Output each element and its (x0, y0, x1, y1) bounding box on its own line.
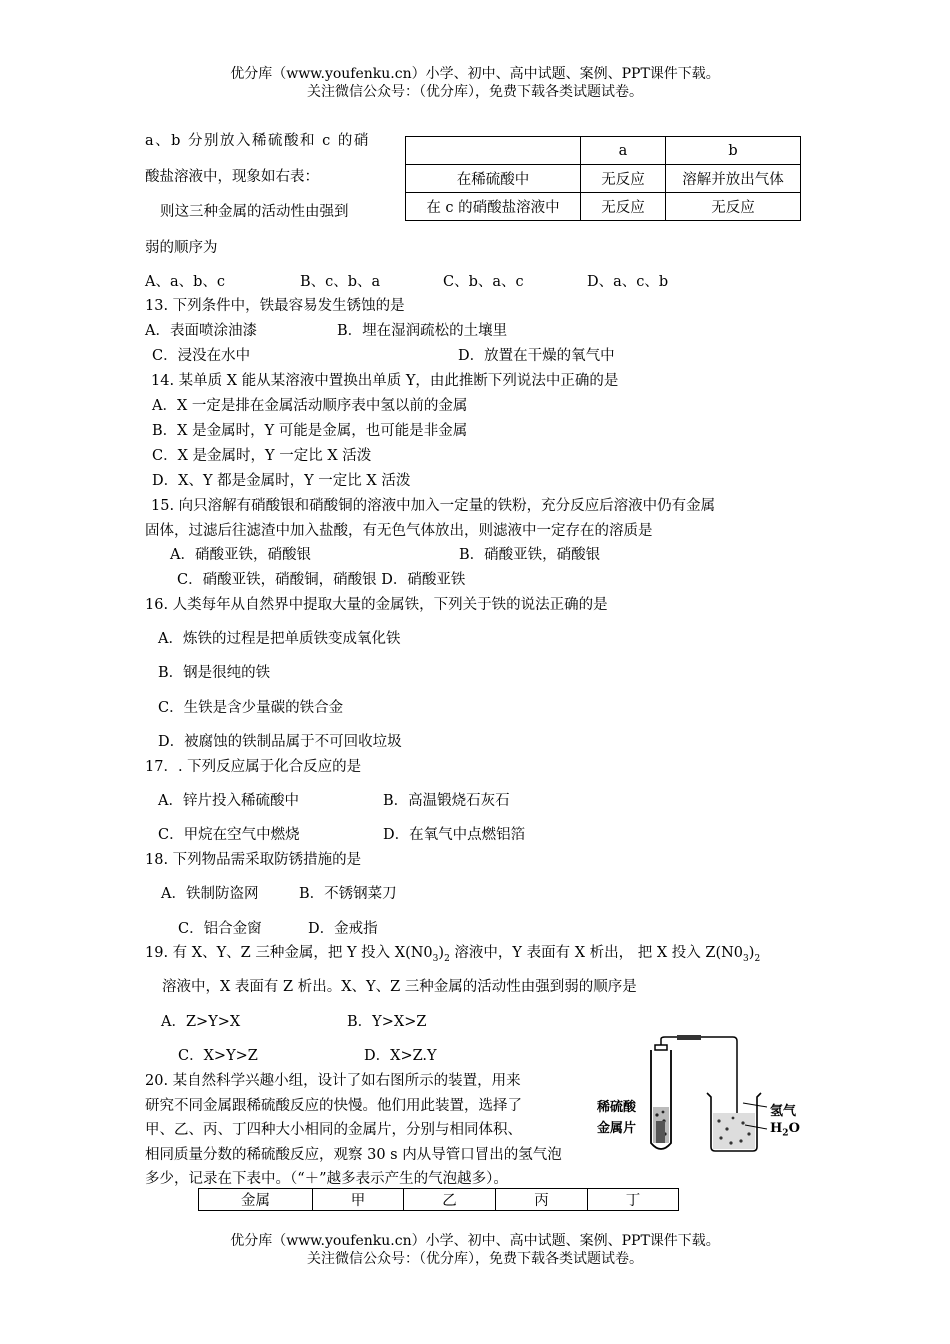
q19-subscript: 3 (432, 953, 439, 964)
table-cell: 溶解并放出气体 (666, 165, 801, 193)
q14-option-d: D．X、Y 都是金属时，Y 一定比 X 活泼 (152, 473, 411, 489)
stopper (655, 1045, 667, 1050)
q12-option-d: D、a、c、b (587, 274, 669, 290)
label-water-part: O (788, 1121, 800, 1136)
metal-strip (656, 1121, 665, 1143)
table-cell: b (666, 137, 801, 165)
q12-option-c: C、b、a、c (443, 274, 524, 290)
q13-option-c: C．浸没在水中 (152, 348, 251, 364)
q16-stem: 16. 人类每年从自然界中提取大量的金属铁，下列关于铁的说法正确的是 (145, 597, 608, 613)
table-cell: a (581, 137, 666, 165)
q13-option-d: D．放置在干燥的氧气中 (458, 348, 615, 364)
rubber-tube (677, 1035, 701, 1040)
label-metal: 金属片 (597, 1121, 637, 1136)
q14-option-a: A．X 一定是排在金属活动顺序表中氢以前的金属 (152, 398, 468, 414)
q19-stem-part: 溶液中，Y 表面有 X 析出， 把 X 投入 Z(N0 (449, 945, 744, 961)
table-cell (406, 137, 581, 165)
q18-option-a: A．铁制防盗网 (161, 886, 259, 902)
table-cell: 甲 (313, 1189, 404, 1211)
q19-stem-part: 19. 有 X、Y、Z 三种金属，把 Y 投入 X(N0 (145, 945, 433, 961)
q16-option-a: A．炼铁的过程是把单质铁变成氧化铁 (158, 631, 401, 647)
q19-option-d: D．X>Z.Y (364, 1048, 437, 1064)
q16-option-c: C．生铁是含少量碳的铁合金 (158, 700, 344, 716)
q12-option-b: B、c、b、a (300, 274, 381, 290)
label-acid: 稀硫酸 (597, 1100, 637, 1115)
q19-option-a: A．Z>Y>X (161, 1014, 241, 1030)
q19-line2: 溶液中，X 表面有 Z 析出。X、Y、Z 三种金属的活动性由强到弱的顺序是 (162, 979, 637, 995)
q12-line1: a、b 分别放入稀硫酸和 c 的硝 (145, 133, 370, 149)
table-cell: 丁 (588, 1189, 679, 1211)
table-row (406, 165, 801, 193)
q17-option-a: A．锌片投入稀硫酸中 (158, 793, 299, 809)
q14-option-c: C．X 是金属时，Y 一定比 X 活泼 (152, 448, 372, 464)
q20-line2: 研究不同金属跟稀硫酸反应的快慢。他们用此装置，选择了 (145, 1098, 522, 1114)
table-cell: 在 c 的硝酸盐溶液中 (406, 193, 581, 221)
q18-option-d: D．金戒指 (308, 921, 378, 937)
table-cell: 金属 (199, 1189, 313, 1211)
q15-option-b: B．硝酸亚铁，硝酸银 (459, 547, 601, 563)
table-row (406, 193, 801, 221)
q19-subscript: 3 (743, 953, 749, 964)
q14-stem: 14. 某单质 X 能从某溶液中置换出单质 Y，由此推断下列说法中正确的是 (151, 373, 619, 389)
q20-line3: 甲、乙、丙、丁四种大小相同的金属片，分别与相同体积、 (145, 1122, 522, 1138)
q12-line3: 则这三种金属的活动性由强到 (160, 204, 349, 220)
q17-option-d: D．在氧气中点燃铝箔 (383, 827, 526, 843)
q20-line4: 相同质量分数的稀硫酸反应，观察 30 s 内从导管口冒出的氢气泡 (145, 1147, 562, 1163)
q12-line2: 酸盐溶液中，现象如右表： (145, 169, 319, 185)
q20-table (198, 1188, 679, 1211)
table-row (406, 137, 801, 165)
q16-option-d: D．被腐蚀的铁制品属于不可回收垃圾 (158, 734, 402, 750)
q17-option-b: B．高温锻烧石灰石 (383, 793, 510, 809)
q17-option-c: C．甲烷在空气中燃烧 (158, 827, 300, 843)
table-cell: 无反应 (666, 193, 801, 221)
q13-option-b: B．埋在湿润疏松的土壤里 (337, 323, 508, 339)
table-cell: 在稀硫酸中 (406, 165, 581, 193)
label-water-sub: 2 (782, 1128, 789, 1139)
q19-subscript: 2 (754, 953, 761, 964)
q19-subscript: 2 (444, 953, 450, 964)
glass-tube (701, 1037, 737, 1121)
q18-option-c: C．铝合金窗 (178, 921, 262, 937)
page-header-line1: 优分库（www.youfenku.cn）小学、初中、高中试题、案例、PPT课件下载。 (230, 66, 720, 82)
q19-stem-part: ) (748, 945, 755, 961)
label-water-part: H (770, 1121, 783, 1136)
q19-stem-part: ) (438, 945, 445, 961)
table-cell: 无反应 (581, 193, 666, 221)
q19-stem (145, 941, 760, 964)
q15-option-cd: C．硝酸亚铁，硝酸铜，硝酸银 D．硝酸亚铁 (177, 572, 466, 588)
q12-table (405, 136, 801, 221)
q19-option-b: B．Y>X>Z (347, 1014, 427, 1030)
table-cell: 无反应 (581, 165, 666, 193)
page-footer-line1: 优分库（www.youfenku.cn）小学、初中、高中试题、案例、PPT课件下载。 (230, 1233, 720, 1249)
q20-line5: 多少，记录在下表中。（“＋”越多表示产生的气泡越多）。 (145, 1171, 508, 1187)
q13-stem: 13. 下列条件中，铁最容易发生锈蚀的是 (145, 298, 405, 314)
q12-line4: 弱的顺序为 (145, 240, 218, 256)
table-cell: 乙 (404, 1189, 496, 1211)
table-row (199, 1189, 679, 1211)
delivery-tube (661, 1037, 677, 1045)
q12-option-a: A、a、b、c (145, 274, 226, 290)
q13-option-a: A．表面喷涂油漆 (145, 323, 257, 339)
leader-line (743, 1103, 767, 1107)
q19-option-c: C．X>Y>Z (178, 1048, 258, 1064)
q15-stem-line1: 15. 向只溶解有硝酸银和硝酸铜的溶液中加入一定量的铁粉，充分反应后溶液中仍有金属 (151, 498, 716, 514)
page-footer-line2: 关注微信公众号：（优分库），免费下载各类试题试卷。 (307, 1251, 643, 1267)
q17-stem: 17．. 下列反应属于化合反应的是 (145, 759, 362, 775)
q18-option-b: B．不锈钢菜刀 (299, 886, 397, 902)
q20-line1: 20. 某自然科学兴趣小组，设计了如右图所示的装置，用来 (145, 1073, 521, 1089)
q15-option-a: A．硝酸亚铁，硝酸银 (170, 547, 311, 563)
q16-option-b: B．钢是很纯的铁 (158, 665, 271, 681)
label-water (770, 1121, 800, 1139)
q18-stem: 18. 下列物品需采取防锈措施的是 (145, 852, 362, 868)
q15-stem-line2: 固体，过滤后往滤渣中加入盐酸，有无色气体放出，则滤液中一定存在的溶质是 (145, 523, 653, 539)
table-cell: 丙 (496, 1189, 588, 1211)
page-header-line2: 关注微信公众号：（优分库），免费下载各类试题试卷。 (307, 84, 643, 100)
label-hydrogen: 氢气 (770, 1104, 797, 1119)
q14-option-b: B．X 是金属时，Y 可能是金属，也可能是非金属 (152, 423, 468, 439)
